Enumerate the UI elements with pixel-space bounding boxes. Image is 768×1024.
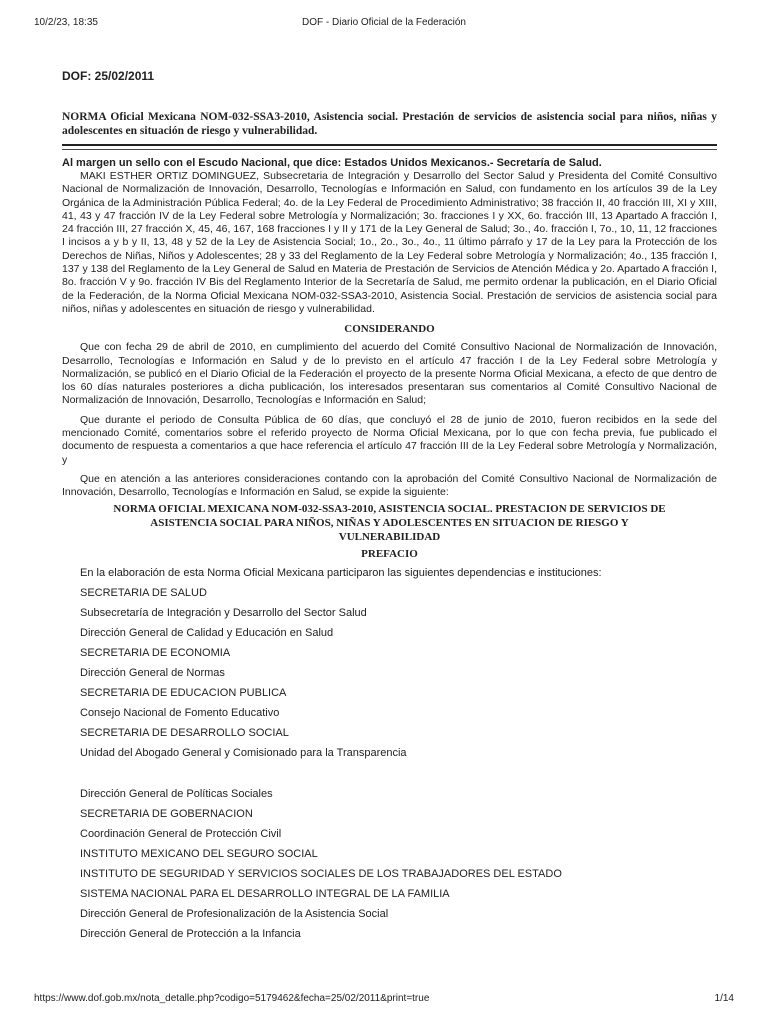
print-url: https://www.dof.gob.mx/nota_detalle.php?codigo=5179462&fecha=25/02/2011&print=true bbox=[34, 993, 430, 1004]
list-item: Subsecretaría de Integración y Desarrollo del Sector Salud bbox=[80, 606, 367, 619]
list-item: SECRETARIA DE ECONOMIA bbox=[80, 646, 231, 659]
list-item: SECRETARIA DE SALUD bbox=[80, 586, 207, 599]
list-item: Dirección General de Profesionalización de la Asistencia Social bbox=[80, 907, 389, 920]
considerando-heading: CONSIDERANDO bbox=[344, 323, 435, 336]
list-item: INSTITUTO MEXICANO DEL SEGURO SOCIAL bbox=[80, 847, 318, 860]
list-item: SECRETARIA DE EDUCACION PUBLICA bbox=[80, 686, 287, 699]
list-item: SECRETARIA DE GOBERNACION bbox=[80, 807, 253, 820]
title-divider-thin bbox=[62, 149, 717, 150]
margen-note: Al margen un sello con el Escudo Nacional, que dice: Estados Unidos Mexicanos.- Secretaría de Salud. bbox=[62, 157, 602, 169]
print-footer bbox=[0, 993, 768, 1007]
list-item: SISTEMA NACIONAL PARA EL DESARROLLO INTEGRAL DE LA FAMILIA bbox=[80, 887, 450, 900]
print-site-title: DOF - Diario Oficial de la Federación bbox=[302, 17, 466, 28]
institution-list bbox=[62, 567, 717, 948]
considerando-paragraph-2: Que durante el periodo de Consulta Pública de 60 días, que concluyó el 28 de junio de 2010, fueron recibidos en la sede del mencionado Comité, comentarios sobre el referido proyecto de Norma Oficial Mexicana, por lo que con fecha previa, fue publicado el documento de respuesta a comentarios a que hace referencia el artículo 47 fracción III de la Ley Federal sobre Metrología y Normalización, y bbox=[62, 413, 717, 466]
dof-date: DOF: 25/02/2011 bbox=[62, 69, 155, 83]
considerando-paragraph-1: Que con fecha 29 de abril de 2010, en cumplimiento del acuerdo del Comité Consultivo Nacional de Normalización de Innovación, Desarrollo, Tecnologías e Información en Salud y de lo previsto en el artículo 47 fracción I de la Ley Federal sobre Metrología y Normalización, se publicó en el Diario Oficial de la Federación el proyecto de la presente Norma Oficial Mexicana, a efecto de que dentro de los 60 días naturales posteriores a dicha publicación, los interesados presentaran sus comentarios al Comité Consultivo Nacional de Normalización de Innovación, Desarrollo, Tecnologías e Información en Salud; bbox=[62, 341, 717, 407]
list-item: INSTITUTO DE SEGURIDAD Y SERVICIOS SOCIALES DE LOS TRABAJADORES DEL ESTADO bbox=[80, 867, 562, 880]
list-item: Consejo Nacional de Fomento Educativo bbox=[80, 706, 280, 719]
list-item: Dirección General de Calidad y Educación en Salud bbox=[80, 626, 334, 639]
title-divider-thick bbox=[62, 144, 717, 146]
norma-title: NORMA Oficial Mexicana NOM-032-SSA3-2010, Asistencia social. Prestación de servicios de asistencia social para niños, niñas y adolescentes en situación de riesgo y vulnerabilidad. bbox=[62, 111, 717, 137]
document-content bbox=[62, 68, 717, 948]
list-item: Dirección General de Protección a la Infancia bbox=[80, 927, 301, 940]
considerando-paragraph-3: Que en atención a las anteriores consideraciones contando con la aprobación del Comité Consultivo Nacional de Normalización de Innovación, Desarrollo, Tecnologías e Información en Salud, se expide la siguiente: bbox=[62, 472, 717, 499]
print-datetime: 10/2/23, 18:35 bbox=[34, 17, 98, 28]
list-item: Dirección General de Normas bbox=[80, 666, 225, 679]
list-spacer bbox=[62, 767, 717, 788]
list-item: Dirección General de Políticas Sociales bbox=[80, 787, 273, 800]
list-item: SECRETARIA DE DESARROLLO SOCIAL bbox=[80, 726, 289, 739]
prefacio-intro: En la elaboración de esta Norma Oficial Mexicana participaron las siguientes dependencias e instituciones: bbox=[80, 566, 602, 579]
intro-paragraph: MAKI ESTHER ORTIZ DOMINGUEZ, Subsecretaria de Integración y Desarrollo del Sector Salud y Presidenta del Comité Consultivo Nacional de Normalización de Innovación, Desarrollo, Tecnologías e Información en Salud, con fundamento en los artículos 39 de la Ley Orgánica de la Administración Pública Federal; 4o. de la Ley Federal de Procedimiento Administrativo; 38 fracción II, 40 fracción III, XI y XIII, 41, 43 y 47 fracción IV de la Ley Federal sobre Metrología y Normalización; 3o. fracciones I y XX, 6o. fracción III, 13 Apartado A fracción I, 24 fracción III, 27 fracción X, 45, 46, 167, 168 fracciones I y II y 171 de la Ley General de Salud; 3o., 4o. fracción I, 7o., 10, 11, 12 fracciones I incisos a y b y II, 13, 48 y 52 de la Ley de Asistencia Social; 1o., 2o., 3o., 4o., 11 último párrafo y 17 de la Ley para la Protección de los Derechos de Niñas, Niños y Adolescentes; 28 y 33 del Reglamento de la Ley Federal sobre Metrología y Normalización; 4o., 135 fracción I, 137 y 138 del Reglamento de la Ley General de Salud en Materia de Prestación de Servicios de Atención Médica y 2o. Apartado A fracción I, 8o. fracción V y 9o. fracción IV Bis del Reglamento Interior de la Secretaría de Salud, me permito ordenar la publicación, en el Diario Oficial de la Federación, de la Norma Oficial Mexicana NOM-032-SSA3-2010, Asistencia Social. Prestación de servicios de asistencia social para niños, niñas y adolescentes en situación de riesgo y vulnerabilidad. bbox=[62, 170, 717, 315]
list-item: Unidad del Abogado General y Comisionado para la Transparencia bbox=[80, 746, 407, 759]
list-item: Coordinación General de Protección Civil bbox=[80, 827, 282, 840]
page-number: 1/14 bbox=[714, 993, 734, 1004]
prefacio-heading: PREFACIO bbox=[361, 547, 418, 560]
print-header bbox=[0, 17, 768, 31]
norma-heading: NORMA OFICIAL MEXICANA NOM-032-SSA3-2010, ASISTENCIA SOCIAL. PRESTACION DE SERVICIOS DE ASISTENCIA SOCIAL PARA NIÑOS, NIÑAS Y ADOLESCENTES EN SITUACION DE RIESGO Y VULNERABILIDAD bbox=[113, 502, 666, 543]
